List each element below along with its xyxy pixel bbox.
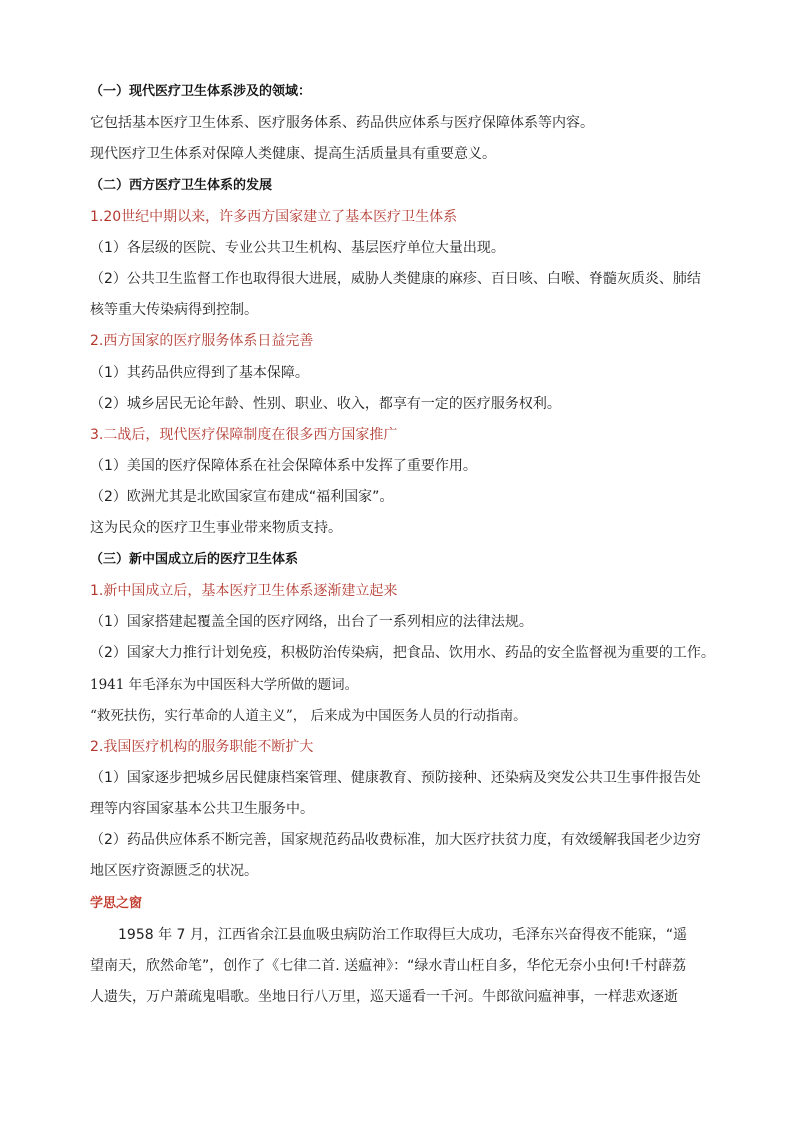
section1-line-2: 现代医疗卫生体系对保障人类健康、提高生活质量具有重要意义。 [90, 146, 496, 162]
section1-heading: （一）现代医疗卫生体系涉及的领域： [90, 84, 312, 99]
section3-point2-item-1: （1）国家逐步把城乡居民健康档案管理、健康教育、预防接种、还染病及突发公共卫生事件报告处 [90, 770, 701, 786]
section3-point1-title: 1.新中国成立后，基本医疗卫生体系逐渐建立起来 [90, 583, 398, 599]
section2-point3-title: 3.二战后，现代医疗保障制度在很多西方国家推广 [90, 427, 398, 443]
section3-inscription-quote: “救死扶伤，实行革命的人道主义”， 后来成为中国医务人员的行动指南。 [90, 708, 527, 724]
section2-point2-item-2: （2）城乡居民无论年龄、性别、职业、收入，都享有一定的医疗服务权利。 [90, 396, 561, 412]
section2-point3-note: 这为民众的医疗卫生事业带来物质支持。 [90, 520, 342, 536]
window-line-1: 1958 年 7 月，江西省余江县血吸虫病防治工作取得巨大成功，毛泽东兴奋得夜不能寐，“遥 [118, 927, 688, 943]
section3-point2-title: 2.我国医疗机构的服务职能不断扩大 [90, 739, 314, 755]
section3-point2-item-2: （2）药品供应体系不断完善，国家规范药品收费标准，加大医疗扶贫力度，有效缓解我国老少边穷 [90, 832, 701, 848]
section3-point1-item-2: （2）国家大力推行计划免疫，积极防治传染病，把食品、饮用水、药品的安全监督视为重要的工作。 [90, 645, 715, 661]
section2-point3-item-1: （1）美国的医疗保障体系在社会保障体系中发挥了重要作用。 [90, 458, 477, 474]
section2-point1-item-2: （2）公共卫生监督工作也取得很大进展，威胁人类健康的麻疹、百日咳、白喉、脊髓灰质炎、肺结 [90, 271, 701, 287]
section2-point2-title: 2.西方国家的医疗服务体系日益完善 [90, 333, 314, 349]
section1-line-1: 它包括基本医疗卫生体系、医疗服务体系、药品供应体系与医疗保障体系等内容。 [90, 115, 594, 131]
section2-point1-title: 1.20世纪中期以来，许多西方国家建立了基本医疗卫生体系 [90, 209, 458, 225]
section3-inscription-caption: 1941 年毛泽东为中国医科大学所做的题词。 [90, 677, 359, 693]
section3-heading: （三）新中国成立后的医疗卫生体系 [90, 552, 299, 567]
section2-heading: （二）西方医疗卫生体系的发展 [90, 178, 273, 193]
section2-point1-item-1: （1）各层级的医院、专业公共卫生机构、基层医疗单位大量出现。 [90, 240, 505, 256]
section3-point2-item-2-cont: 地区医疗资源匮乏的状况。 [90, 863, 258, 879]
section2-point2-item-1: （1）其药品供应得到了基本保障。 [90, 365, 309, 381]
section3-point1-item-1: （1）国家搭建起覆盖全国的医疗网络，出台了一系列相应的法律法规。 [90, 614, 533, 630]
section2-point1-item-2-cont: 核等重大传染病得到控制。 [90, 302, 258, 318]
section3-point2-item-1-cont: 理等内容国家基本公共卫生服务中。 [90, 801, 314, 817]
window-line-2: 望南天，欣然命笔”，创作了《七律二首. 送瘟神》：“绿水青山枉自多，华佗无奈小虫何!千村薜荔 [90, 958, 687, 974]
window-line-3: 人遗失，万户萧疏鬼唱歌。坐地日行八万里，巡天遥看一千河。牛郎欲问瘟神事，一样悲欢逐逝 [90, 989, 678, 1005]
section2-point3-item-2: （2）欧洲尤其是北欧国家宣布建成“福利国家”。 [90, 489, 394, 505]
window-heading: 学思之窗 [90, 896, 143, 911]
